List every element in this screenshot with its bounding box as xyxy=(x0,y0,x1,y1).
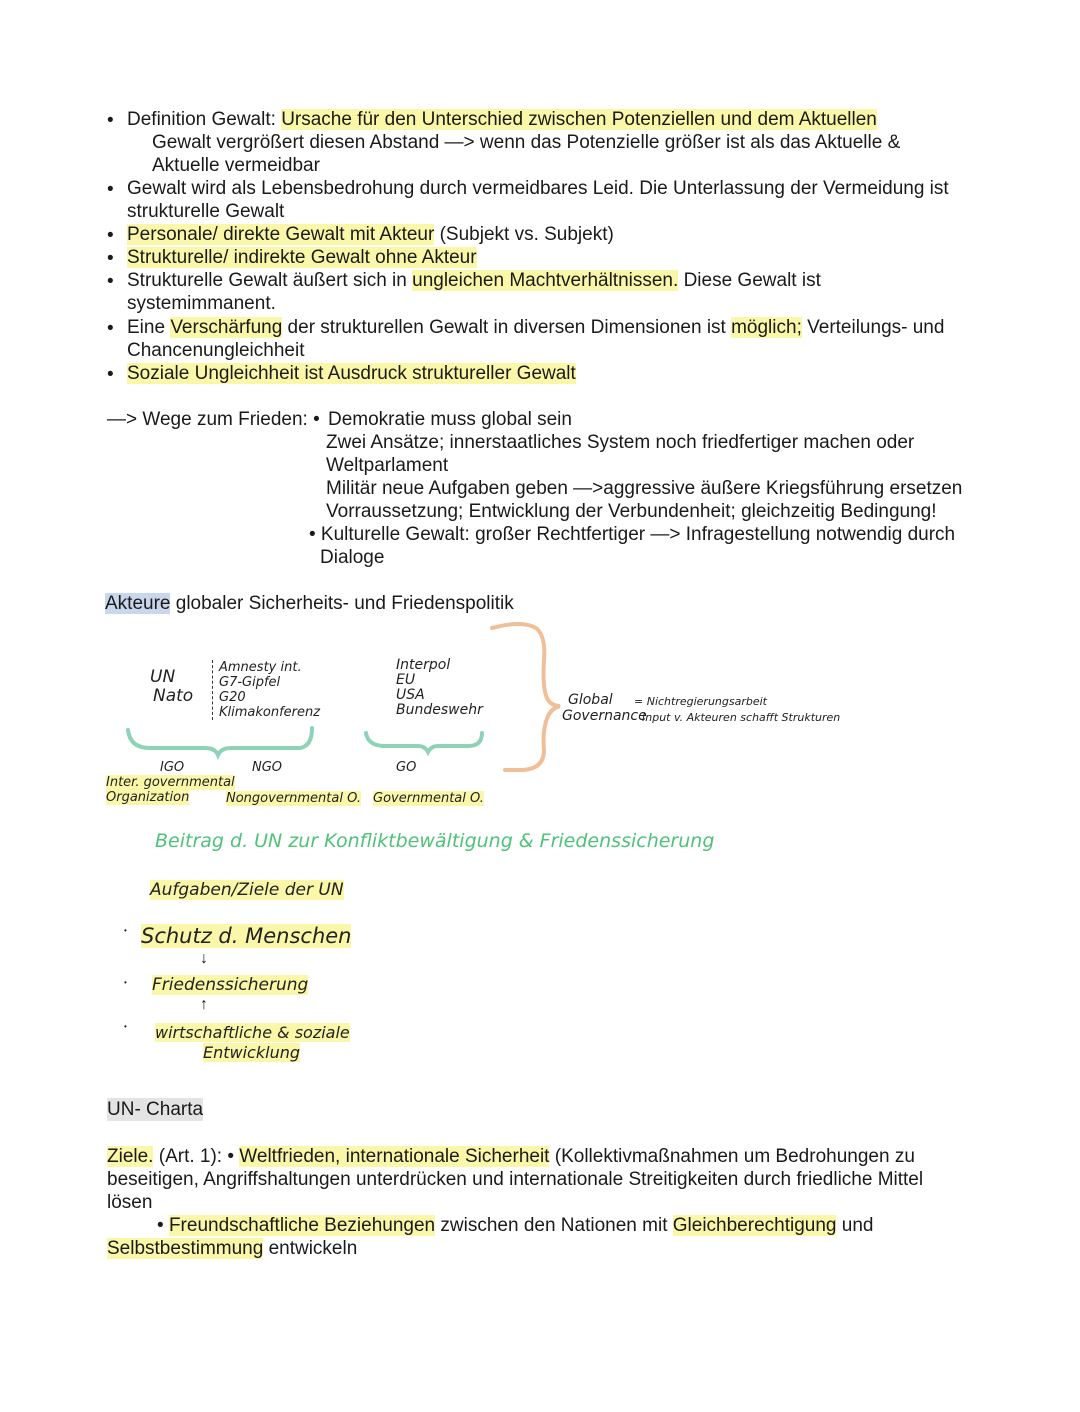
peace-line: Militär neue Aufgaben geben —>aggressive äußere Kriegsführung ersetzen xyxy=(326,478,963,499)
ngo-name: G7-Gipfel xyxy=(219,675,281,690)
actors-heading: Akteure globaler Sicherheits- und Friedenspolitik xyxy=(105,593,514,614)
definition-line-2: Gewalt vergrößert diesen Abstand —> wenn das Potenzielle größer ist als das Aktuelle & xyxy=(152,132,901,153)
go-brace xyxy=(366,733,482,752)
peace-line: Vorraussetzung; Entwicklung der Verbundenheit; gleichzeitig Bedingung! xyxy=(326,501,937,522)
bullet: • xyxy=(107,179,114,200)
global-governance-2: Governance xyxy=(562,708,647,724)
charter-goals-line: Ziele. (Art. 1): • Weltfrieden, internationale Sicherheit (Kollektivmaßnahmen um Bedrohungen zu xyxy=(107,1146,915,1167)
bullet: • xyxy=(107,318,114,339)
bullet: • xyxy=(124,926,127,935)
global-governance-definition xyxy=(634,694,840,726)
go-label: GO xyxy=(396,760,417,775)
power-line: Strukturelle Gewalt äußert sich in ungleichen Machtverhältnissen. Diese Gewalt ist xyxy=(127,270,821,291)
threat-line-2: strukturelle Gewalt xyxy=(127,201,285,222)
ngo-name: Amnesty int. xyxy=(219,660,302,675)
bullet: • xyxy=(107,225,114,246)
bullet: • xyxy=(107,248,114,269)
charter-goal2-line-2: Selbstbestimmung entwickeln xyxy=(107,1238,358,1259)
bullet: • xyxy=(124,1022,127,1031)
personal-violence-line: Personale/ direkte Gewalt mit Akteur (Subjekt vs. Subjekt) xyxy=(127,224,614,245)
peace-line: Demokratie muss global sein xyxy=(328,409,572,430)
peacekeeping: Friedenssicherung xyxy=(152,975,309,995)
peace-line: Dialoge xyxy=(320,547,385,568)
go-name: Interpol xyxy=(396,657,451,673)
global-def-1: = Nichtregierungsarbeit xyxy=(634,695,767,708)
definition-line-3: Aktuelle vermeidbar xyxy=(152,155,320,176)
charter-title: UN- Charta xyxy=(107,1099,204,1120)
igo-name: UN xyxy=(150,667,176,687)
igo-name: Nato xyxy=(153,686,194,706)
structural-violence-line: Strukturelle/ indirekte Gewalt ohne Akteur xyxy=(127,247,477,268)
igo-ngo-brace xyxy=(128,728,312,755)
arrow-up-icon: ↑ xyxy=(200,996,208,1013)
igo-full: Inter. governmental Organization xyxy=(106,775,235,805)
power-line-2: systemimmanent. xyxy=(127,293,276,314)
intensification-line: Eine Verschärfung der strukturellen Gewalt in diversen Dimensionen ist möglich; Verteilungs- und xyxy=(127,317,945,338)
peace-line: • Kulturelle Gewalt: großer Rechtfertiger —> Infragestellung notwendig durch xyxy=(309,524,956,545)
global-brace xyxy=(492,624,560,770)
peace-intro: —> Wege zum Frieden: • xyxy=(107,409,320,430)
go-name: Bundeswehr xyxy=(396,702,483,718)
go-full: Governmental O. xyxy=(373,791,484,806)
global-def-2: Input v. Akteuren schafft Strukturen xyxy=(642,711,841,724)
bullet: • xyxy=(124,978,127,987)
economic-development: wirtschaftliche & soziale Entwicklung xyxy=(155,1023,350,1062)
intensification-line-2: Chancenungleichheit xyxy=(127,340,305,361)
arrow-down-icon: ↓ xyxy=(200,950,208,967)
peace-line: Weltparlament xyxy=(326,455,449,476)
charter-goals-line-3: lösen xyxy=(107,1192,153,1213)
peace-line: Zwei Ansätze; innerstaatliches System noch friedfertiger machen oder xyxy=(326,432,915,453)
protect-humans: Schutz d. Menschen xyxy=(141,924,352,948)
inequality-line: Soziale Ungleichheit ist Ausdruck struktureller Gewalt xyxy=(127,363,576,384)
bullet: • xyxy=(107,364,114,385)
ngo-label: NGO xyxy=(252,760,283,775)
ngo-name: Klimakonferenz xyxy=(219,705,321,720)
go-name: EU xyxy=(396,672,416,688)
un-tasks-title: Aufgaben/Ziele der UN xyxy=(150,880,344,900)
charter-goal2-line: • Freundschaftliche Beziehungen zwischen den Nationen mit Gleichberechtigung und xyxy=(157,1215,874,1236)
charter-goals-line-2: beseitigen, Angriffshaltungen unterdrücken und internationale Streitigkeiten durch friedliche Mittel xyxy=(107,1169,924,1190)
bullet: • xyxy=(107,271,114,292)
un-contribution-title: Beitrag d. UN zur Konfliktbewältigung & Friedenssicherung xyxy=(155,830,715,852)
global-governance-1: Global xyxy=(568,692,613,708)
ngo-full: Nongovernmental O. xyxy=(226,791,361,806)
ngo-name: G20 xyxy=(219,690,246,705)
bullet: • xyxy=(107,110,114,131)
igo-label: IGO xyxy=(160,760,185,775)
definition-line: Definition Gewalt: Ursache für den Unterschied zwischen Potenziellen und dem Aktuellen xyxy=(127,109,877,130)
threat-line: Gewalt wird als Lebensbedrohung durch vermeidbares Leid. Die Unterlassung der Vermeidung ist xyxy=(127,178,949,199)
go-name: USA xyxy=(396,687,425,703)
